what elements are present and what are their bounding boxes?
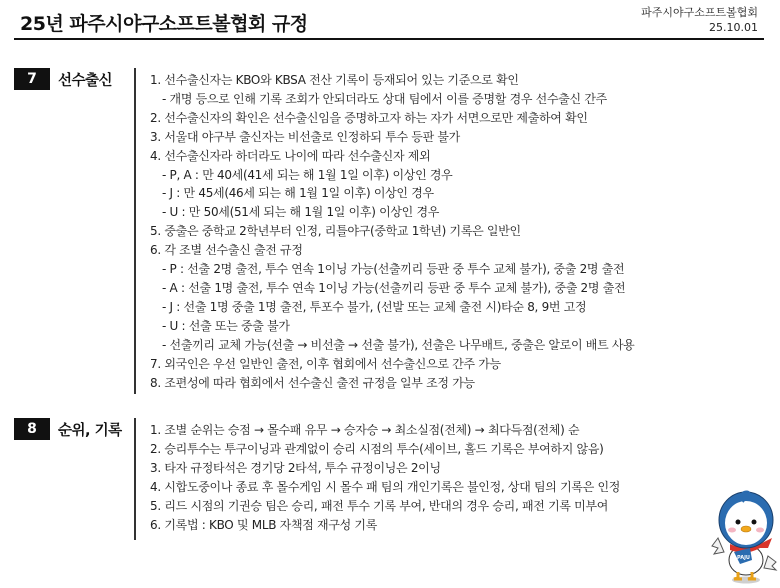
rule-item: 1. 조별 순위는 승점 → 몰수패 유무 → 승자승 → 최소실점(전체) → 최다득점(전체) 순: [150, 423, 580, 437]
rule-item: 3. 서울대 야구부 출신자는 비선출로 인정하되 투수 등판 불가: [150, 129, 460, 144]
rule-subitem: - U : 만 50세(51세 되는 해 1월 1일 이후) 이상인 경우: [162, 205, 440, 220]
mascot-bird-icon: [710, 488, 778, 584]
organization-name: 파주시야구소프트볼협회: [641, 6, 758, 19]
section-divider-line: [134, 68, 136, 394]
organization-block: [641, 5, 758, 35]
page-title: 25년 파주시야구소프트볼협회 규정: [20, 13, 308, 35]
rule-item: 6. 각 조별 선수출신 출전 규정: [150, 243, 303, 258]
section-number-badge: 8: [14, 418, 50, 440]
rule-item: 5. 중출은 중학교 2학년부터 인정, 리틀야구(중학교 1학년) 기록은 일반인: [150, 224, 521, 239]
rule-item: 1. 선수출신자는 KBO와 KBSA 전산 기록이 등재되어 있는 기준으로 확인: [150, 73, 519, 87]
rule-item: 3. 타자 규정타석은 경기당 2타석, 투수 규정이닝은 2이닝: [150, 460, 441, 475]
rule-item: 4. 선수출신자라 하더라도 나이에 따라 선수출신자 제외: [150, 148, 431, 163]
rule-subitem: - J : 만 45세(46세 되는 해 1월 1일 이후) 이상인 경우: [162, 186, 434, 201]
rule-list: [150, 421, 620, 534]
rule-subitem: - 개명 등으로 인해 기록 조회가 안되더라도 상대 팀에서 이를 증명할 경우 선수출신 간주: [162, 91, 607, 106]
document-date: 25.10.01: [709, 21, 758, 34]
rule-item: 2. 승리투수는 투구이닝과 관계없이 승리 시점의 투수(세이브, 홀드 기록은 부여하지 않음): [150, 441, 604, 456]
section-divider-line: [134, 418, 136, 540]
rule-item: 6. 기록법 : KBO 및 MLB 자책점 재구성 기록: [150, 517, 378, 532]
rule-item: 7. 외국인은 우선 일반인 출전, 이후 협회에서 선수출신으로 간주 가능: [150, 356, 501, 371]
section-title: 선수출신: [58, 73, 113, 89]
rule-subitem: - A : 선출 1명 출전, 투수 연속 1이닝 가능(선출끼리 등판 중 투수 교체 불가), 중출 2명 출전: [162, 280, 626, 295]
mascot-illustration: [710, 488, 778, 584]
rule-item: 8. 조편성에 따라 협회에서 선수출신 출전 규정을 일부 조정 가능: [150, 375, 475, 390]
rule-item: 5. 리드 시점의 기권승 팀은 승리, 패전 투수 기록 부여, 반대의 경우 승리, 패전 기록 미부여: [150, 498, 609, 513]
rule-subitem: - P, A : 만 40세(41세 되는 해 1월 1일 이후) 이상인 경우: [162, 167, 453, 182]
rule-list: [150, 71, 634, 392]
rule-subitem: - U : 선출 또는 중출 불가: [162, 318, 290, 333]
rule-subitem: - 선출끼리 교체 가능(선출 → 비선출 → 선출 불가), 선출은 나무배트, 중출은 알로이 배트 사용: [162, 337, 635, 352]
section-number-badge: 7: [14, 68, 50, 90]
rule-subitem: - J : 선출 1명 중출 1명 출전, 투포수 불가, (선발 또는 교체 출전 시)타순 8, 9번 고정: [162, 299, 587, 314]
svg-text:PAJU: PAJU: [737, 555, 750, 561]
header-divider: [14, 38, 764, 40]
rule-item: 4. 시합도중이나 종료 후 몰수게임 시 몰수 패 팀의 개인기록은 불인정, 상대 팀의 기록은 인정: [150, 479, 621, 494]
rule-item: 2. 선수출신자의 확인은 선수출신임을 증명하고자 하는 자가 서면으로만 제출하여 확인: [150, 110, 588, 125]
rule-subitem: - P : 선출 2명 출전, 투수 연속 1이닝 가능(선출끼리 등판 중 투수 교체 불가), 중출 2명 출전: [162, 262, 625, 277]
section-title: 순위, 기록: [58, 423, 122, 439]
